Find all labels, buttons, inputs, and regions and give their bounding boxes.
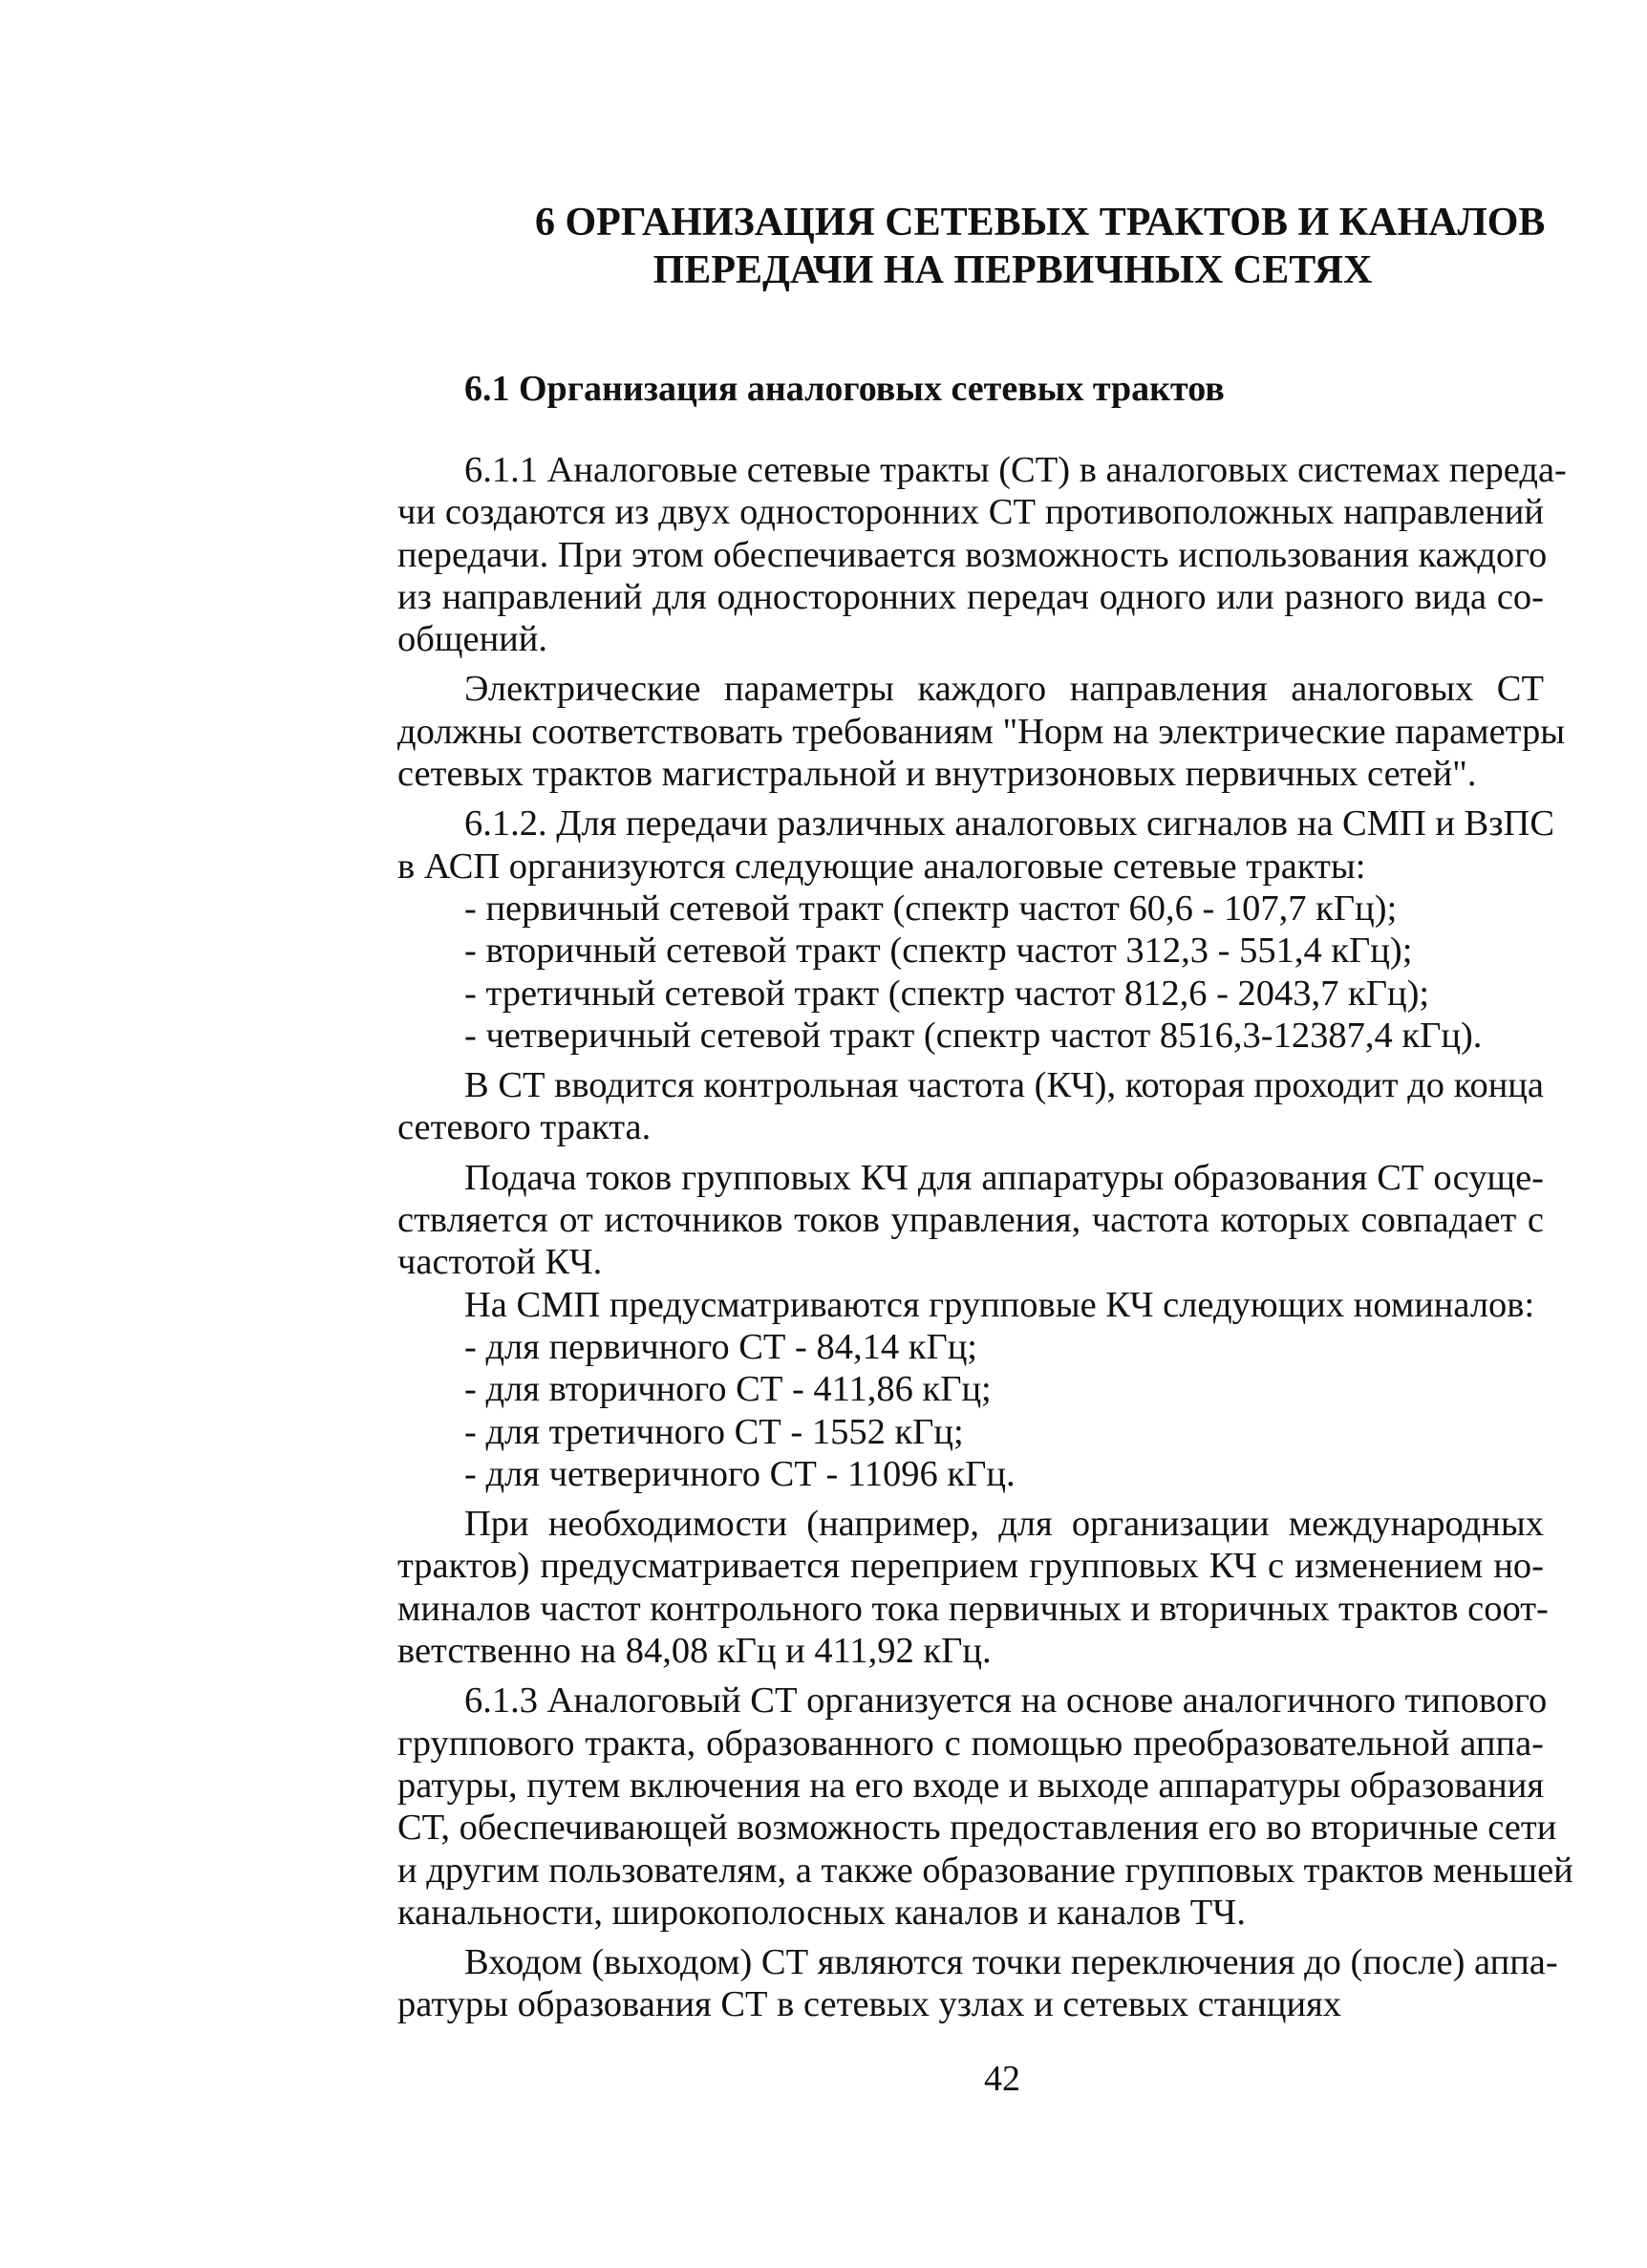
body-text: [397, 449, 1573, 2026]
list-item: - для третичного СТ - 1552 кГц;: [464, 1411, 964, 1452]
text-line: На СМП предусматриваются групповые КЧ следующих номиналов:: [464, 1284, 1535, 1325]
text-line: 6.1.3 Аналоговый СТ организуется на основе аналогичного типового: [464, 1680, 1548, 1722]
text-line: сетевых трактов магистральной и внутризоновых первичных сетей".: [397, 754, 1477, 795]
text-line: ветственно на 84,08 кГц и 411,92 кГц.: [397, 1631, 992, 1672]
text-line: сетевого тракта.: [397, 1107, 652, 1148]
text-line: миналов частот контрольного тока первичных и вторичных трактов соот-: [397, 1588, 1549, 1629]
text-line: частотой КЧ.: [397, 1242, 603, 1283]
list-item: - для четверичного СТ - 11096 кГц.: [464, 1453, 1016, 1494]
text-line: СТ, обеспечивающей возможность предоставления его во вторичные сети: [397, 1808, 1557, 1849]
chapter-title: [535, 199, 1546, 294]
chapter-title-line-1: 6 ОРГАНИЗАЦИЯ СЕТЕВЫХ ТРАКТОВ И КАНАЛОВ: [535, 201, 1546, 245]
text-line: В СТ вводится контрольная частота (КЧ), которая проходит до конца: [464, 1065, 1544, 1106]
text-line: из направлений для односторонних передач одного или разного вида со-: [397, 576, 1544, 617]
text-line: трактов) предусматривается переприем групповых КЧ с изменением но-: [397, 1546, 1544, 1587]
text-line: ратуры образования СТ в сетевых узлах и сетевых станциях: [397, 1984, 1342, 2025]
text-line: общений.: [397, 619, 548, 660]
chapter-title-line-2: ПЕРЕДАЧИ НА ПЕРВИЧНЫХ СЕТЯХ: [652, 248, 1373, 292]
text-line: ратуры, путем включения на его входе и выходе аппаратуры образования: [397, 1765, 1545, 1806]
list-item: - вторичный сетевой тракт (спектр частот 312,3 - 551,4 кГц);: [464, 931, 1413, 972]
text-line: ствляется от источников токов управления, частота которых совпадает с: [397, 1200, 1544, 1241]
text-line: в АСП организуются следующие аналоговые сетевые тракты:: [397, 845, 1366, 887]
text-line: Электрические параметры каждого направления аналоговых СТ: [464, 669, 1544, 710]
text-line: При необходимости (например, для организации международных: [464, 1504, 1544, 1545]
list-item: - для первичного СТ - 84,14 кГц;: [464, 1326, 978, 1367]
text-line: Входом (выходом) СТ являются точки переключения до (после) аппа-: [464, 1942, 1558, 1983]
text-line: чи создаются из двух односторонних СТ противоположных направлений: [397, 492, 1544, 533]
list-item: - первичный сетевой тракт (спектр частот 60,6 - 107,7 кГц);: [464, 888, 1398, 929]
list-item: - четверичный сетевой тракт (спектр частот 8516,3-12387,4 кГц).: [464, 1015, 1483, 1056]
text-line: 6.1.1 Аналоговые сетевые тракты (СТ) в аналоговых системах переда-: [464, 450, 1567, 490]
text-line: 6.1.2. Для передачи различных аналоговых сигналов на СМП и ВзПС: [464, 803, 1554, 845]
page-number: 42: [984, 2059, 1020, 2099]
text-line: канальности, широкополосных каналов и каналов ТЧ.: [397, 1892, 1246, 1933]
section-title: 6.1 Организация аналоговых сетевых трактов: [464, 369, 1225, 409]
text-line: Подача токов групповых КЧ для аппаратуры образования СТ осуще-: [464, 1157, 1544, 1198]
text-line: и другим пользователям, а также образование групповых трактов меньшей: [397, 1850, 1573, 1891]
text-line: должны соответствовать требованиям "Норм на электрические параметры: [397, 711, 1566, 752]
list-item: - третичный сетевой тракт (спектр частот 812,6 - 2043,7 кГц);: [464, 973, 1430, 1014]
text-line: передачи. При этом обеспечивается возможность использования каждого: [397, 534, 1548, 575]
text-line: группового тракта, образованного с помощью преобразовательной аппа-: [397, 1722, 1544, 1764]
list-item: - для вторичного СТ - 411,86 кГц;: [464, 1369, 992, 1410]
